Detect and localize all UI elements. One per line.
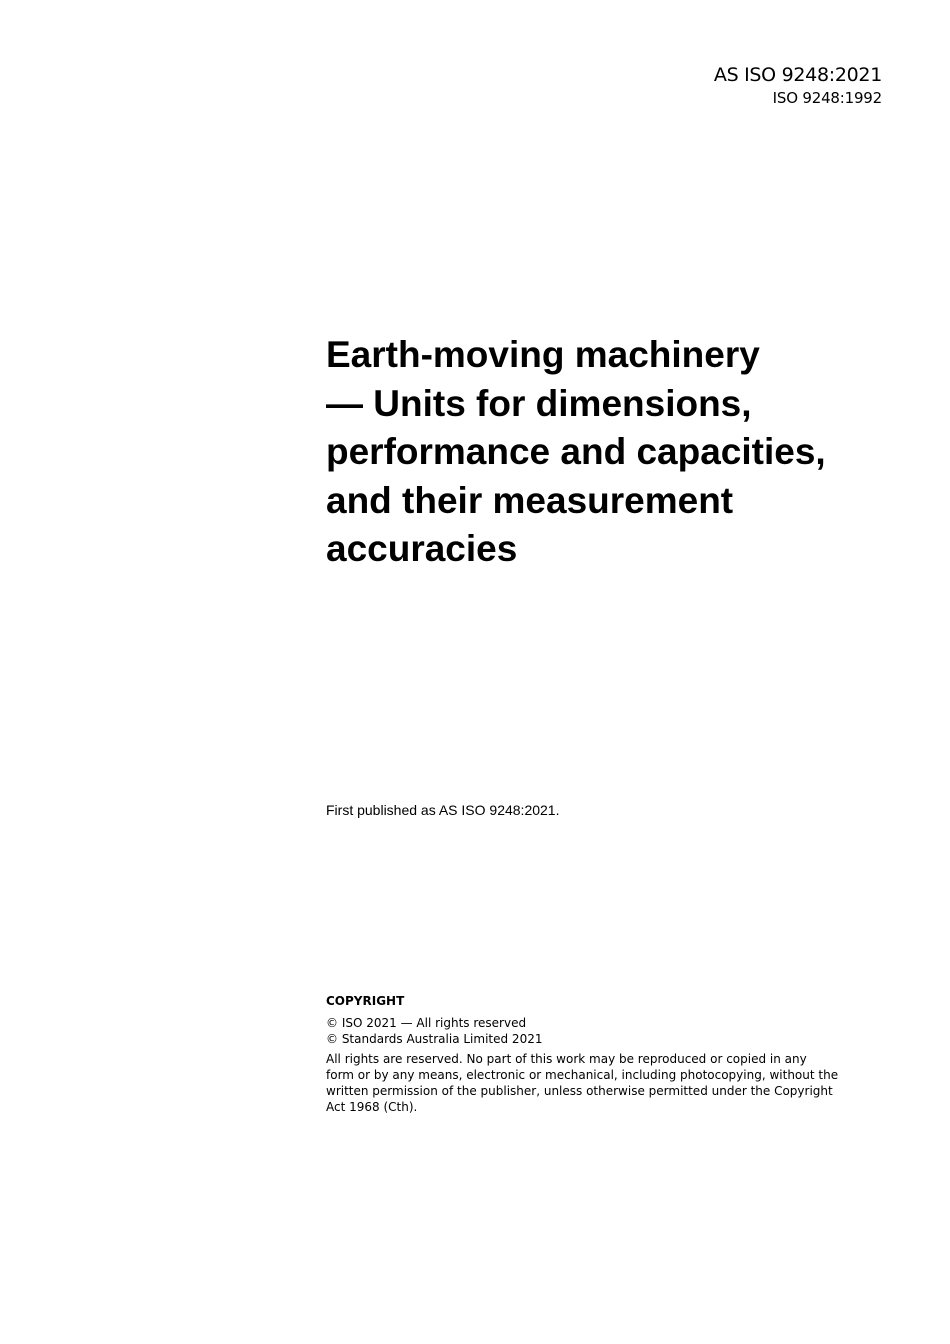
rights-statement bbox=[326, 1051, 866, 1115]
title-line: performance and capacities, bbox=[326, 431, 826, 472]
copyright-section bbox=[326, 993, 866, 1115]
title-line: and their measurement bbox=[326, 479, 734, 521]
publication-note: First published as AS ISO 9248:2021. bbox=[326, 802, 560, 818]
copyright-heading: COPYRIGHT bbox=[326, 994, 405, 1008]
document-title bbox=[326, 331, 886, 574]
title-line: accuracies bbox=[326, 528, 518, 569]
title-line: — Units for dimensions, bbox=[326, 382, 752, 424]
copyright-notice: © ISO 2021 — All rights reserved bbox=[326, 1016, 527, 1030]
title-line: Earth-moving machinery bbox=[326, 334, 760, 375]
copyright-notice: © Standards Australia Limited 2021 bbox=[326, 1032, 543, 1046]
rights-line: Act 1968 (Cth). bbox=[326, 1100, 418, 1114]
standard-number: AS ISO 9248:2021 bbox=[713, 64, 882, 86]
standard-number-block bbox=[714, 62, 882, 109]
rights-line: written permission of the publisher, unless otherwise permitted under the Copyright bbox=[326, 1084, 833, 1098]
rights-line: form or by any means, electronic or mechanical, including photocopying, without the bbox=[326, 1068, 839, 1082]
rights-line: All rights are reserved. No part of this work may be reproduced or copied in any bbox=[326, 1052, 807, 1066]
iso-reference-number: ISO 9248:1992 bbox=[772, 89, 882, 107]
